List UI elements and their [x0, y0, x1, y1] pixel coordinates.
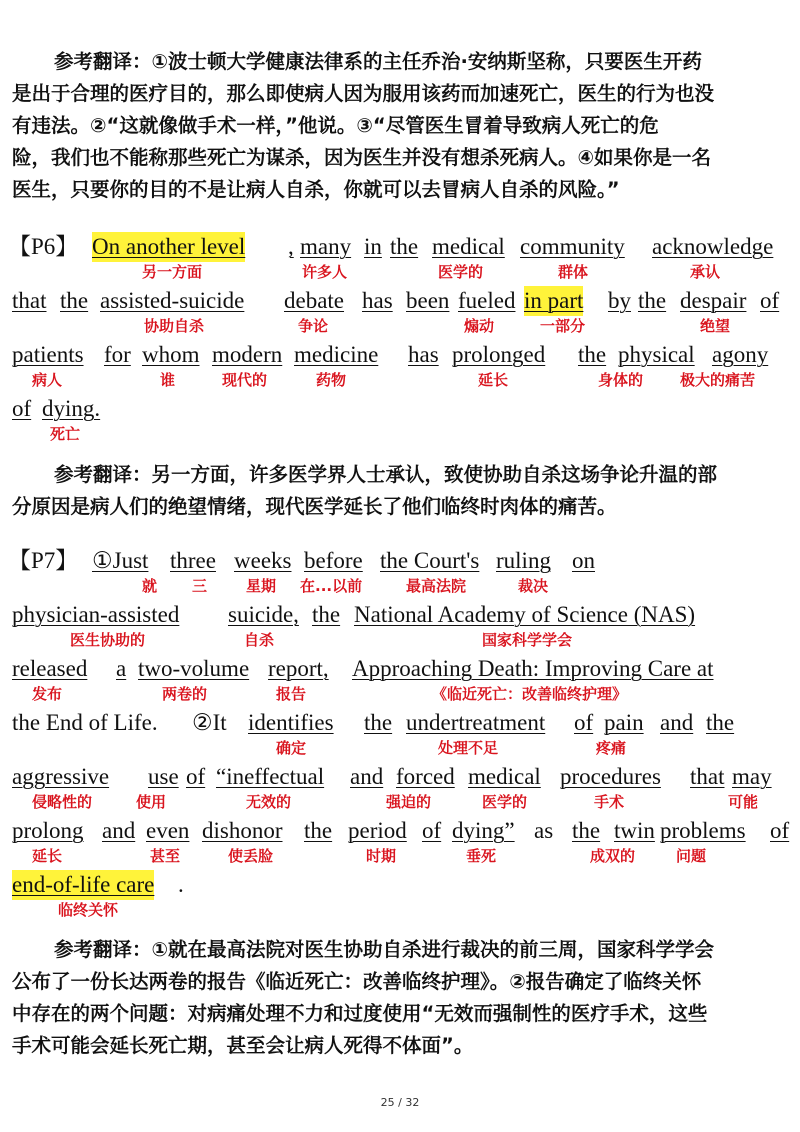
word: the	[706, 710, 735, 735]
word: three	[170, 548, 216, 573]
gloss: 确定	[276, 739, 307, 757]
gloss: 时期	[366, 847, 397, 865]
word: may	[732, 764, 772, 789]
word: by	[608, 288, 631, 313]
translation-line: 参考翻译：①就在最高法院对医生协助自杀进行裁决的前三周，国家科学学会	[54, 938, 715, 961]
word: and	[660, 710, 694, 735]
word: Approaching Death: Improving Care at	[352, 656, 714, 681]
word: been	[406, 288, 450, 313]
gloss: 承认	[690, 263, 721, 281]
p7-line-4	[12, 708, 792, 762]
word: the	[572, 818, 601, 843]
gloss: 甚至	[150, 847, 181, 865]
word: on	[572, 548, 595, 573]
translation-line: 有违法。②“这就像做手术一样，”他说。③“尽管医生冒着导致病人死亡的危	[12, 114, 659, 137]
word: ruling	[496, 548, 551, 573]
word: physician-assisted	[12, 602, 180, 627]
word: report,	[268, 656, 329, 681]
translation-line: 公布了一份长达两卷的报告《临近死亡：改善临终护理》。②报告确定了临终关怀	[12, 970, 702, 993]
word: in part	[524, 286, 583, 316]
word: and	[102, 818, 136, 843]
gloss: 问题	[676, 847, 707, 865]
translation-line: 中存在的两个问题：对病痛处理不力和过度使用“无效而强制性的医疗手术，这些	[12, 1002, 708, 1025]
word: two-volume	[138, 656, 250, 681]
word: prolong	[12, 818, 84, 843]
word: end-of-life care	[12, 870, 154, 900]
p7-line-2	[12, 600, 792, 654]
word: community	[520, 234, 625, 259]
gloss: 煽动	[464, 317, 495, 335]
gloss: 强迫的	[386, 793, 432, 811]
word: On another level	[92, 232, 245, 262]
word: forced	[396, 764, 455, 789]
word: the End of Life.	[12, 710, 158, 735]
gloss: 极大的痛苦	[680, 371, 756, 389]
gloss: 发布	[32, 685, 63, 703]
gloss: 可能	[728, 793, 759, 811]
word: in	[364, 234, 382, 259]
p7-line-3	[12, 654, 792, 708]
gloss: 侵略性的	[32, 793, 93, 811]
word: problems	[660, 818, 746, 843]
word: period	[348, 818, 407, 843]
gloss: 绝望	[700, 317, 731, 335]
word: assisted-suicide	[100, 288, 245, 313]
gloss: 垂死	[466, 847, 497, 865]
gloss: 报告	[276, 685, 307, 703]
word: before	[304, 548, 363, 573]
word: of	[186, 764, 206, 789]
word: a	[116, 656, 127, 681]
p6-line-1	[8, 232, 792, 286]
translation-line: 分原因是病人们的绝望情绪，现代医学延长了他们临终时肉体的痛苦。	[12, 495, 617, 518]
gloss: 医生协助的	[70, 631, 146, 649]
word: the	[638, 288, 667, 313]
gloss: 病人	[32, 371, 63, 389]
word: dying.	[42, 396, 101, 421]
translation-paragraph-1	[12, 46, 788, 206]
gloss: 临终关怀	[58, 901, 119, 919]
word: “ineffectual	[216, 764, 325, 789]
word: dishonor	[202, 818, 283, 843]
paragraph-tag: 【P6】	[8, 234, 79, 259]
p6-line-4	[12, 394, 792, 450]
word: National Academy of Science (NAS)	[354, 602, 696, 627]
gloss: 就	[142, 577, 158, 595]
translation-line: 参考翻译：另一方面，许多医学界人士承认，致使协助自杀这场争论升温的部	[54, 463, 718, 486]
word: the	[304, 818, 333, 843]
word: twin	[614, 818, 655, 843]
word: whom	[142, 342, 200, 367]
word: medicine	[294, 342, 379, 367]
translation-paragraph-3	[12, 934, 788, 1062]
word: ,	[288, 234, 294, 259]
word: ②It	[192, 710, 227, 735]
word: that	[12, 288, 47, 313]
p7-line-5	[12, 762, 792, 816]
word: of	[422, 818, 442, 843]
gloss: 在...以前	[300, 577, 363, 595]
word: for	[104, 342, 131, 367]
gloss: 协助自杀	[144, 317, 205, 335]
word: fueled	[458, 288, 516, 313]
word: pain	[604, 710, 644, 735]
word: of	[770, 818, 790, 843]
gloss: 争论	[298, 317, 329, 335]
word: of	[574, 710, 594, 735]
gloss: 国家科学学会	[482, 631, 573, 649]
word: of	[12, 396, 32, 421]
word: medical	[432, 234, 505, 259]
gloss: 使丢脸	[228, 847, 274, 865]
p6-line-2	[12, 286, 792, 340]
gloss: 《临近死亡：改善临终护理》	[432, 685, 628, 703]
word: ①Just	[92, 548, 149, 573]
gloss: 身体的	[598, 371, 644, 389]
p6-line-3	[12, 340, 792, 394]
gloss: 成双的	[590, 847, 636, 865]
gloss: 无效的	[246, 793, 292, 811]
gloss: 自杀	[244, 631, 275, 649]
paragraph-tag: 【P7】	[8, 548, 79, 573]
paragraph-p7	[8, 546, 792, 926]
word: the	[364, 710, 393, 735]
gloss: 处理不足	[438, 739, 499, 757]
word: agony	[712, 342, 769, 367]
word: the Court's	[380, 548, 480, 573]
gloss: 使用	[136, 793, 167, 811]
word: weeks	[234, 548, 292, 573]
word: .	[178, 872, 184, 897]
word: the	[390, 234, 419, 259]
gloss: 两卷的	[162, 685, 208, 703]
translation-paragraph-2	[12, 459, 788, 523]
word: has	[362, 288, 393, 313]
page-number: 25 / 32	[380, 1096, 420, 1109]
word: procedures	[560, 764, 661, 789]
word: aggressive	[12, 764, 110, 789]
word: patients	[12, 342, 84, 367]
translation-line: 险，我们也不能称那些死亡为谋杀，因为医生并没有想杀死病人。④如果你是一名	[12, 146, 712, 169]
gloss: 药物	[316, 371, 347, 389]
translation-line: 医生，只要你的目的不是让病人自杀，你就可以去冒病人自杀的风险。”	[12, 178, 620, 201]
word: of	[760, 288, 780, 313]
p7-line-1	[8, 546, 792, 600]
translation-line: 手术可能会延长死亡期，甚至会让病人死得不体面”。	[12, 1034, 474, 1057]
gloss: 最高法院	[406, 577, 467, 595]
word: medical	[468, 764, 541, 789]
gloss: 延长	[478, 371, 509, 389]
p7-line-6	[12, 816, 792, 870]
gloss: 手术	[594, 793, 625, 811]
word: use	[148, 764, 179, 789]
word: identifies	[248, 710, 334, 735]
word: the	[578, 342, 607, 367]
word: dying”	[452, 818, 515, 843]
gloss: 延长	[32, 847, 63, 865]
word: despair	[680, 288, 747, 313]
word: debate	[284, 288, 345, 313]
gloss: 许多人	[302, 263, 348, 281]
translation-line: 是出于合理的医疗目的，那么即使病人因为服用该药而加速死亡，医生的行为也没	[12, 82, 715, 105]
gloss: 三	[192, 577, 208, 595]
gloss: 另一方面	[142, 263, 203, 281]
word: acknowledge	[652, 234, 774, 259]
word: modern	[212, 342, 283, 367]
word: released	[12, 656, 88, 681]
paragraph-p6	[8, 232, 792, 450]
p7-line-7	[12, 870, 792, 926]
gloss: 裁决	[518, 577, 549, 595]
gloss: 星期	[246, 577, 277, 595]
gloss: 谁	[160, 371, 176, 389]
gloss: 疼痛	[596, 739, 627, 757]
word: even	[146, 818, 190, 843]
word: suicide,	[228, 602, 299, 627]
translation-line: 参考翻译：①波士顿大学健康法律系的主任乔治·安纳斯坚称，只要医生开药	[54, 50, 702, 73]
gloss: 医学的	[482, 793, 528, 811]
word: the	[312, 602, 341, 627]
word: as	[534, 818, 554, 843]
word: many	[300, 234, 352, 259]
gloss: 现代的	[222, 371, 268, 389]
word: physical	[618, 342, 695, 367]
word: undertreatment	[406, 710, 546, 735]
word: and	[350, 764, 384, 789]
gloss: 医学的	[438, 263, 484, 281]
word: has	[408, 342, 439, 367]
word: prolonged	[452, 342, 546, 367]
gloss: 一部分	[540, 317, 586, 335]
word: that	[690, 764, 725, 789]
gloss: 死亡	[50, 425, 81, 443]
word: the	[60, 288, 89, 313]
gloss: 群体	[558, 263, 589, 281]
